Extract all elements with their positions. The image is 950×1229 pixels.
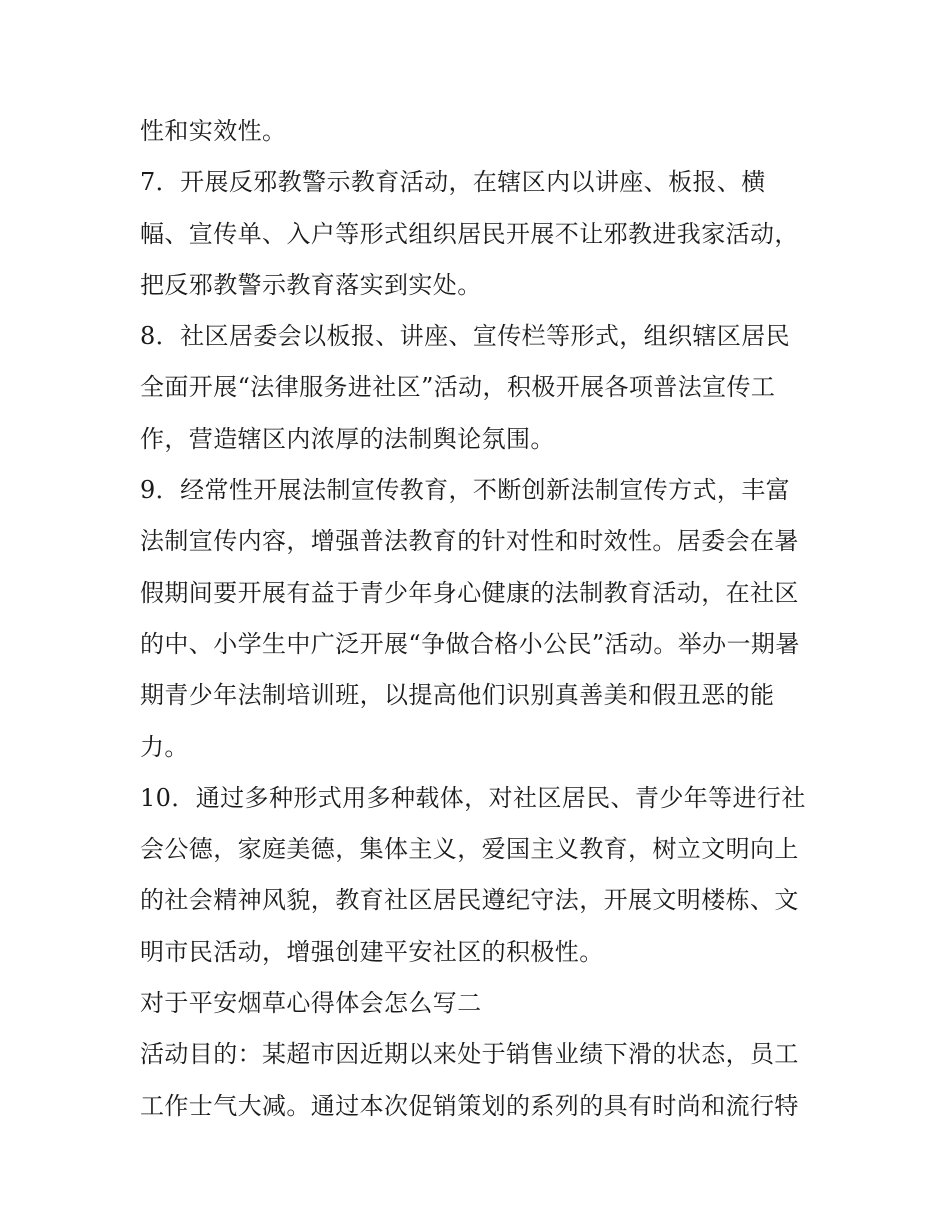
text-line: 7．开展反邪教警示教育活动，在辖区内以讲座、板报、横 <box>140 168 766 197</box>
text-line: 会公德，家庭美德，集体主义，爱国主义教育，树立文明向上 <box>140 835 799 864</box>
text-line: 把反邪教警示教育落实到实处。 <box>140 270 482 299</box>
text-line: 10．通过多种形式用多种载体，对社区居民、青少年等进行社 <box>140 783 806 812</box>
text-line: 9．经常性开展法制宣传教育，不断创新法制宣传方式，丰富 <box>140 476 791 505</box>
text-line: 的社会精神风貌，教育社区居民遵纪守法，开展文明楼栋、文 <box>140 886 799 915</box>
text-line: 的中、小学生中广泛开展“争做合格小公民”活动。举办一期暑 <box>140 629 800 658</box>
text-line: 8．社区居委会以板报、讲座、宣传栏等形式，组织辖区居民 <box>140 322 791 351</box>
text-line: 性和实效性。 <box>140 117 287 145</box>
text-line: 期青少年法制培训班，以提高他们识别真善美和假丑恶的能 <box>140 681 775 710</box>
section-heading: 对于平安烟草心得体会怎么写二 <box>140 989 482 1018</box>
text-line: 工作士气大减。通过本次促销策划的系列的具有时尚和流行特 <box>140 1091 799 1120</box>
text-line: 作，营造辖区内浓厚的法制舆论氛围。 <box>140 424 555 453</box>
text-line: 幅、宣传单、入户等形式组织居民开展不让邪教进我家活动， <box>140 219 799 248</box>
text-line: 假期间要开展有益于青少年身心健康的法制教育活动，在社区 <box>140 578 799 607</box>
text-line: 力。 <box>140 732 189 761</box>
text-line: 法制宣传内容，增强普法教育的针对性和时效性。居委会在暑 <box>140 527 799 556</box>
text-line: 全面开展“法律服务进社区”活动，积极开展各项普法宣传工 <box>140 373 776 402</box>
text-line: 明市民活动，增强创建平安社区的积极性。 <box>140 937 604 966</box>
text-line: 活动目的：某超市因近期以来处于销售业绩下滑的状态，员工 <box>140 1040 799 1069</box>
document-body <box>140 106 820 1132</box>
